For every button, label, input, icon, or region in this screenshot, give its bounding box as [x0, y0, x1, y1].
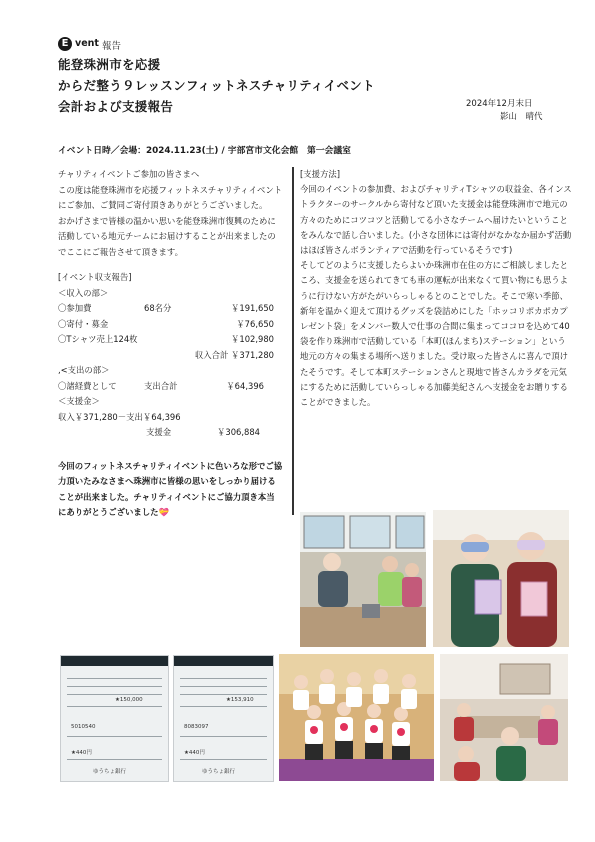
income-row: [58, 301, 283, 317]
income-label: 〇Tシャツ売上124枚: [58, 334, 138, 344]
income-label: 〇参加費: [58, 303, 92, 313]
support-fund-amount: ￥306,884: [216, 427, 260, 437]
receipt-amount: ★153,910: [226, 697, 254, 703]
heart-icon: 💝: [158, 507, 169, 517]
receipt-header: [61, 656, 168, 666]
intro-paragraph-2: おかげさまで皆様の温かい思いを能登珠洲市復興のために活動している地元チームにお届けすることが出来ましたのでここにご報告させて頂きます。: [58, 215, 276, 257]
receipt-bank: ゆうちょ銀行: [202, 769, 236, 775]
income-detail: [144, 317, 206, 333]
greeting: チャリティイベントご参加の皆さまへ: [58, 169, 200, 179]
support-fund-row: [58, 425, 283, 441]
intro-paragraph-1: この度は能登珠洲市を応援フィットネスチャリティイベントにご参加、ご賛同ご寄付頂きありがとうございました。: [58, 184, 283, 210]
receipt-fee: ★440円: [184, 750, 205, 756]
expense-heading: ,<支出の部＞: [58, 365, 110, 375]
receipt-fee: ★440円: [71, 750, 92, 756]
support-calc: 収入￥371,280－支出￥64,396: [58, 411, 181, 422]
event-info: イベント日時／会場：2024.11.23(土) / 宇部宮市文化会館 第一会議室: [58, 146, 351, 156]
report-date: 2024年12月末日: [466, 99, 533, 109]
expense-row: [58, 379, 283, 395]
gift-bags-photo: [433, 510, 569, 647]
support-paragraph-1: 今回のイベントの参加費、およびチャリティTシャツの収益金、各インストラクターのサークルから寄付など頂いた支援金は能登珠洲市で地元の方々のためにコツコツと活動してる小さなチームへ届けたいということをみんなで話し合いました。(小さな団体には寄付がなかなか届かず活動はほぼ皆さんボランティアで活動を行っているそうです): [300, 184, 572, 256]
income-row: [58, 317, 283, 333]
income-detail: 68名分: [144, 303, 172, 313]
group-photo: [279, 654, 434, 781]
expense-amount: ￥64,396: [226, 380, 264, 391]
income-label: 〇寄付・募金: [58, 318, 109, 329]
gathering-photo: [440, 654, 568, 781]
event-badge-suffix: 報告: [102, 41, 122, 52]
income-total-row: [58, 348, 283, 364]
income-row: [58, 332, 283, 348]
expense-label: 〇諸経費として: [58, 380, 117, 391]
column-divider: [292, 167, 294, 515]
expense-detail: 支出合計: [144, 380, 178, 391]
income-amount: ￥76,650: [236, 318, 274, 329]
station-photo: [300, 512, 426, 647]
title-line-3: 会計および支援報告: [58, 99, 174, 114]
receipt-amount: ★150,000: [115, 697, 143, 703]
title-line-1: 能登珠洲市を応援: [58, 57, 161, 72]
support-fund-heading: ＜支援金＞: [58, 396, 100, 406]
income-detail: [164, 332, 206, 348]
receipt-2: [173, 655, 274, 782]
event-badge-word: vent: [75, 38, 99, 49]
receipt-1: [60, 655, 169, 782]
support-method-heading: [支援方法]: [300, 169, 341, 179]
right-column: [300, 167, 572, 410]
closing-message: [58, 459, 283, 521]
receipt-number: 5010540: [71, 724, 96, 730]
closing-text: 今回のフィットネスチャリティイベントに色いろな形でご協力頂いたみなさまへ珠洲市に皆様の思いをしっかり届けることが出来ました。チャリティイベントにご協力頂き本当にありがとうございました: [58, 460, 283, 517]
report-author: 影山 晴代: [500, 112, 543, 122]
event-badge-icon: E: [58, 37, 72, 51]
left-column: [58, 167, 283, 521]
income-amount: ￥102,980: [230, 334, 274, 344]
receipt-number: 8083097: [184, 724, 209, 730]
income-heading: ＜収入の部＞: [58, 287, 109, 298]
receipt-bank: ゆうちょ銀行: [93, 769, 127, 775]
support-paragraph-2: そしてどのように支援したらよいか珠洲市在住の方にご相談しましたところ、支援金を送られてきても車の運転が出来なくて買い物にも思うように行けない方がたがいらっしゃるとのことでした。そこで寒い季節、新年を温かく迎えて頂けるグッズを袋詰めにした「ホッコリポカポカプレゼント袋」をメンバー数人で仕事の合間に集まってココロを込めて40袋を作り珠洲市で活動している「本町(ほんまち)ステーション」という地元の方々の集まる場所へ送りました。受け取った皆さんに喜んで頂けたそうです。そして本町ステーションさんと現地で皆さんカラダを元気にするために活動していらっしゃる加藤美紀さんへ支援金をお贈りすることができました。: [300, 260, 570, 408]
support-fund-label: 支援金: [146, 427, 172, 437]
income-amount: ￥191,650: [230, 303, 274, 313]
income-total: 収入合計 ￥371,280: [194, 349, 274, 360]
receipt-header: [174, 656, 273, 666]
finance-heading: [イベント収支報告]: [58, 272, 132, 282]
title-line-2: からだ整う９レッスンフィットネスチャリティイベント: [58, 78, 375, 93]
